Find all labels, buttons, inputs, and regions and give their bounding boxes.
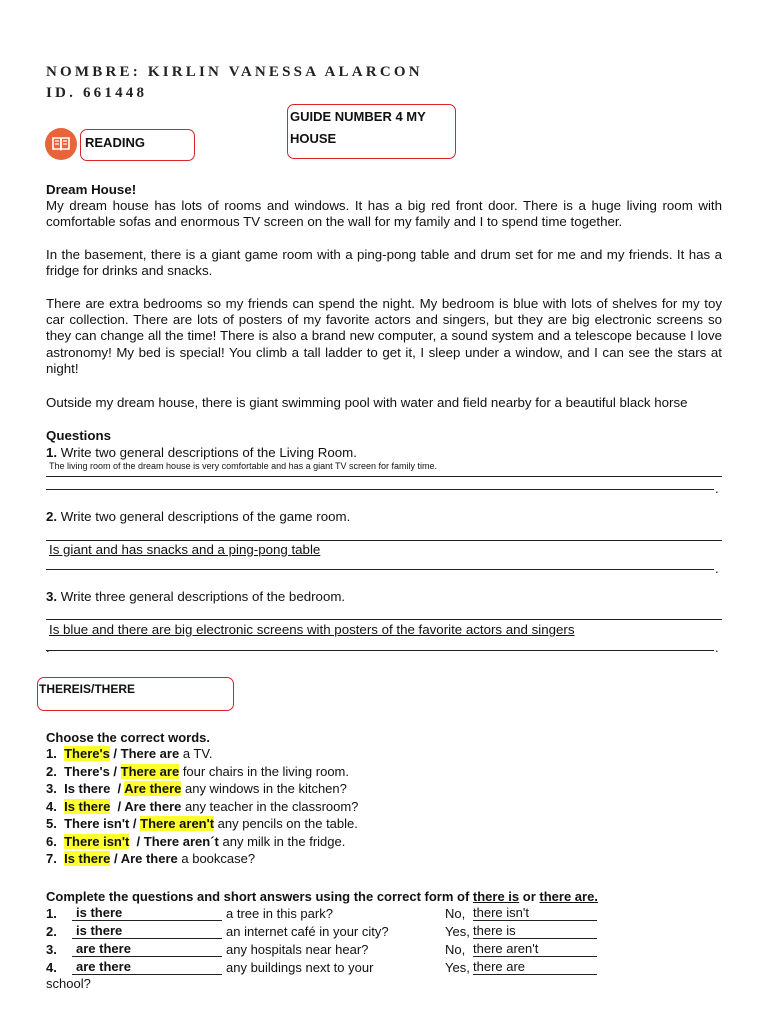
answer-line <box>46 476 722 477</box>
short-answer[interactable]: there aren't <box>473 942 597 957</box>
fill-blank[interactable]: is there <box>72 924 222 939</box>
option-a[interactable]: Is there <box>64 851 111 866</box>
option-a[interactable]: Is there <box>64 798 111 814</box>
short-answer[interactable]: there isn't <box>473 906 597 921</box>
choose-item: 7. Is there / Are there a bookcase? <box>46 851 256 866</box>
choose-item: 6. There isn't / There aren´t any milk in the fridge. <box>46 833 346 849</box>
answer-1[interactable]: The living room of the dream house is very comfortable and has a giant TV screen for family time. <box>49 461 438 471</box>
reading-label: READING <box>85 135 145 150</box>
option-b[interactable]: Are there <box>120 851 178 866</box>
answer-line <box>46 569 714 570</box>
fill-blank[interactable]: are there <box>72 942 222 957</box>
option-b[interactable]: There aren't <box>140 816 215 831</box>
answer-3[interactable]: Is blue and there are big electronic screens with posters of the favorite actors and singers <box>49 622 575 637</box>
choose-heading: Choose the correct words. <box>46 730 210 745</box>
question-2: 2. Write two general descriptions of the game room. <box>46 509 351 524</box>
option-a[interactable]: There isn't <box>64 816 130 831</box>
choose-item: 5. There isn't / There aren't any pencils on the table. <box>46 816 358 831</box>
there-is-label-box <box>37 677 234 711</box>
answer-line <box>46 489 714 490</box>
reading-label-box <box>80 129 195 161</box>
option-a[interactable]: There's <box>64 763 110 779</box>
option-b[interactable]: Are there <box>124 798 182 814</box>
answer-line <box>46 619 722 620</box>
option-a[interactable]: There isn't <box>64 833 130 849</box>
guide-label: GUIDE NUMBER 4 MY HOUSE <box>290 109 426 146</box>
reading-title: Dream House! <box>46 182 137 197</box>
choose-item: 1. There's / There are a TV. <box>46 746 213 761</box>
questions-heading: Questions <box>46 428 112 443</box>
option-a[interactable]: Is there <box>64 781 111 796</box>
there-is-label: THEREIS/THERE <box>39 682 136 696</box>
reading-paragraph-1: My dream house has lots of rooms and windows. It has a big red front door. There is a huge living room with comfortable sofas and enormous TV screen on the wall for my family and I to spend time together. <box>46 198 722 230</box>
book-icon <box>45 128 77 160</box>
choose-item: 4. Is there / Are there any teacher in the classroom? <box>46 798 359 814</box>
complete-overflow: school? <box>46 976 91 991</box>
choose-item: 2. There's / There are four chairs in the living room. <box>46 763 349 779</box>
choose-item: 3. Is there / Are there any windows in the kitchen? <box>46 781 347 796</box>
student-id: ID. 661448 <box>46 85 148 101</box>
option-b[interactable]: There are <box>120 763 180 779</box>
reading-paragraph-2: In the basement, there is a giant game room with a ping-pong table and drum set for me and my friends. It has a fridge for drinks and snacks. <box>46 247 722 279</box>
short-answer[interactable]: there are <box>473 960 597 975</box>
fill-blank[interactable]: is there <box>72 906 222 921</box>
option-b[interactable]: There are <box>120 746 180 761</box>
answer-2[interactable]: Is giant and has snacks and a ping-pong table <box>49 542 321 557</box>
guide-label-box <box>287 104 456 159</box>
option-a[interactable]: There's <box>64 746 110 761</box>
option-b[interactable]: There aren´t <box>143 833 219 849</box>
student-name: NOMBRE: KIRLIN VANESSA ALARCON <box>46 64 423 80</box>
question-1: 1. Write two general descriptions of the Living Room. <box>46 445 357 460</box>
reading-paragraph-3: There are extra bedrooms so my friends can spend the night. My bedroom is blue with lots of shelves for my toy car collection. There are lots of posters of my favorite actors and singers, but they are big electronic screens so they can change all the time! There is also a brand new computer, a sound system and a telescope because I love astronomy! My bed is special! You climb a tall ladder to get it, I sleep under a window, and I can see the stars at night! <box>46 296 722 376</box>
complete-heading: Complete the questions and short answers using the correct form of there is or there are. <box>46 889 598 904</box>
fill-blank[interactable]: are there <box>72 960 222 975</box>
option-b[interactable]: Are there <box>124 781 182 796</box>
short-answer[interactable]: there is <box>473 924 597 939</box>
answer-line <box>46 650 714 651</box>
question-3: 3. Write three general descriptions of the bedroom. <box>46 589 346 604</box>
answer-line <box>46 540 722 541</box>
reading-paragraph-4: Outside my dream house, there is giant swimming pool with water and field nearby for a beautiful black horse <box>46 395 688 410</box>
